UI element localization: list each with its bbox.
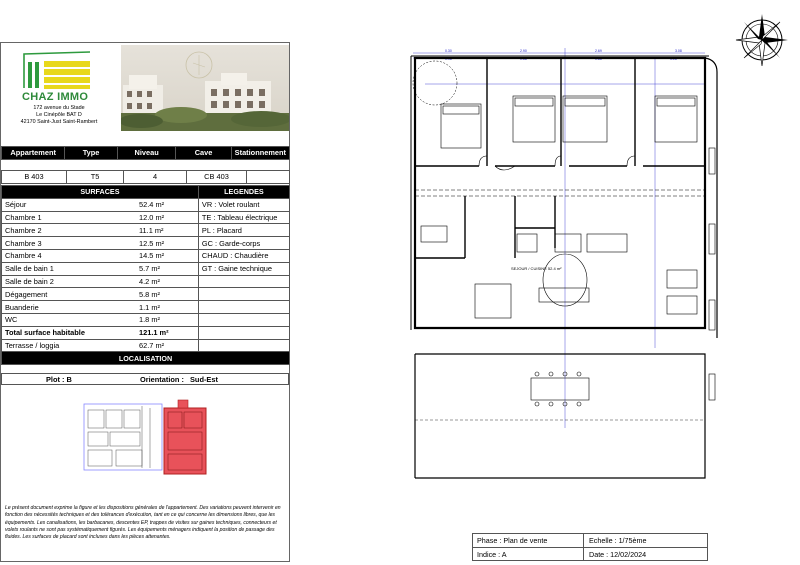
value-apartment: B 403 bbox=[2, 171, 67, 184]
company-logo bbox=[0, 42, 118, 132]
svg-text:0.30: 0.30 bbox=[445, 49, 452, 53]
legend-empty bbox=[198, 301, 289, 314]
header-type: Type bbox=[65, 147, 117, 160]
building-rendering-image bbox=[121, 45, 289, 131]
orientation-label: Orientation : bbox=[140, 375, 184, 384]
header-parking: Stationnement bbox=[231, 147, 289, 160]
company-name: CHAZ IMMO bbox=[22, 91, 89, 103]
surface-value: 1.8 m² bbox=[136, 313, 198, 326]
compass-rose-icon bbox=[734, 12, 790, 68]
localisation-site-plan bbox=[80, 398, 214, 478]
surface-value: 14.5 m² bbox=[136, 249, 198, 262]
svg-text:1.16: 1.16 bbox=[670, 57, 677, 61]
svg-text:2.69: 2.69 bbox=[595, 49, 602, 53]
surface-label: WC bbox=[2, 313, 137, 326]
svg-text:0.98: 0.98 bbox=[445, 57, 452, 61]
surface-value: 4.2 m² bbox=[136, 275, 198, 288]
plot-label: Plot : B bbox=[46, 375, 72, 384]
address-line: Le Cinépôle BAT D bbox=[36, 112, 82, 118]
unit-values-table bbox=[1, 170, 290, 184]
unit-info-table bbox=[1, 146, 290, 160]
surface-label: Chambre 1 bbox=[2, 211, 137, 224]
legend-item: PL : Placard bbox=[198, 224, 289, 237]
surface-label: Chambre 3 bbox=[2, 237, 137, 250]
legend-empty bbox=[198, 275, 289, 288]
legend-item: GC : Garde-corps bbox=[198, 237, 289, 250]
legend-empty bbox=[198, 288, 289, 301]
legend-empty bbox=[198, 326, 289, 339]
legend-empty bbox=[198, 313, 289, 326]
surface-label: Salle de bain 2 bbox=[2, 275, 137, 288]
surface-value: 12.0 m² bbox=[136, 211, 198, 224]
value-type: T5 bbox=[67, 171, 124, 184]
surface-label: Séjour bbox=[2, 198, 137, 211]
header-level: Niveau bbox=[117, 147, 176, 160]
value-level: 4 bbox=[124, 171, 187, 184]
header-apartment: Appartement bbox=[2, 147, 65, 160]
address-line: 172 avenue du Stade bbox=[33, 105, 85, 111]
legends-title: LEGENDES bbox=[198, 186, 289, 199]
legend-item: TE : Tableau électrique bbox=[198, 211, 289, 224]
legend-item: CHAUD : Chaudière bbox=[198, 249, 289, 262]
total-surface-label: Total surface habitable bbox=[2, 326, 137, 339]
surface-label: Buanderie bbox=[2, 301, 137, 314]
floor-plan-drawing bbox=[405, 48, 725, 503]
chaz-immo-logo-icon bbox=[22, 48, 94, 92]
surface-label: Chambre 2 bbox=[2, 224, 137, 237]
surface-value: 5.7 m² bbox=[136, 262, 198, 275]
surfaces-title: SURFACES bbox=[2, 186, 199, 199]
disclaimer-text: Le présent document exprime la figure et les dispositions générales de l'appartement. Des variations peuvent intervenir en fonction des nécessités techniques et des tolérances d'exécution, tant en ce qui concerne les dimensions libres, que les équipements. Les canalisations, les barbacanes, descentes EP, trappes de visites sur gaines techniques, connecteurs et volets roulants ne sont pas systématiquement figurés. Les équipements ménagers indiquent la position de passage des fluides. Les surfaces de placard sont incluses dans les pièces attenantes. bbox=[5, 505, 281, 541]
surface-value: 52.4 m² bbox=[136, 198, 198, 211]
plot-orientation-row bbox=[1, 373, 289, 385]
svg-text:0.86: 0.86 bbox=[595, 57, 602, 61]
orientation-value: Sud-Est bbox=[190, 375, 218, 384]
value-cellar: CB 403 bbox=[187, 171, 247, 184]
date-label: Date : 12/02/2024 bbox=[589, 550, 647, 559]
total-surface-value: 121.1 m² bbox=[136, 326, 198, 339]
header-cellar: Cave bbox=[176, 147, 231, 160]
terrace-label: Terrasse / loggia bbox=[2, 339, 137, 352]
localisation-title: LOCALISATION bbox=[2, 352, 290, 365]
surfaces-table bbox=[1, 185, 290, 365]
terrace-value: 62.7 m² bbox=[136, 339, 198, 352]
legend-item: GT : Gaine technique bbox=[198, 262, 289, 275]
surface-value: 1.1 m² bbox=[136, 301, 198, 314]
svg-text:2.90: 2.90 bbox=[520, 49, 527, 53]
surface-label: Dégagement bbox=[2, 288, 137, 301]
value-parking bbox=[247, 171, 290, 184]
index-label: Indice : A bbox=[477, 550, 507, 559]
living-room-label: SEJOUR / CUISINE 52.4 m² bbox=[511, 266, 562, 271]
surface-value: 11.1 m² bbox=[136, 224, 198, 237]
legend-empty bbox=[198, 339, 289, 352]
legend-item: VR : Volet roulant bbox=[198, 198, 289, 211]
scale-label: Echelle : 1/75ème bbox=[589, 536, 647, 545]
surface-value: 5.8 m² bbox=[136, 288, 198, 301]
title-block bbox=[472, 533, 708, 561]
company-address bbox=[5, 105, 113, 126]
surface-label: Chambre 4 bbox=[2, 249, 137, 262]
surface-value: 12.5 m² bbox=[136, 237, 198, 250]
svg-text:0.68: 0.68 bbox=[520, 57, 527, 61]
address-line: 42170 Saint-Just Saint-Rambert bbox=[20, 119, 98, 125]
surface-label: Salle de bain 1 bbox=[2, 262, 137, 275]
svg-text:3.08: 3.08 bbox=[675, 49, 682, 53]
phase-label: Phase : Plan de vente bbox=[477, 536, 548, 545]
